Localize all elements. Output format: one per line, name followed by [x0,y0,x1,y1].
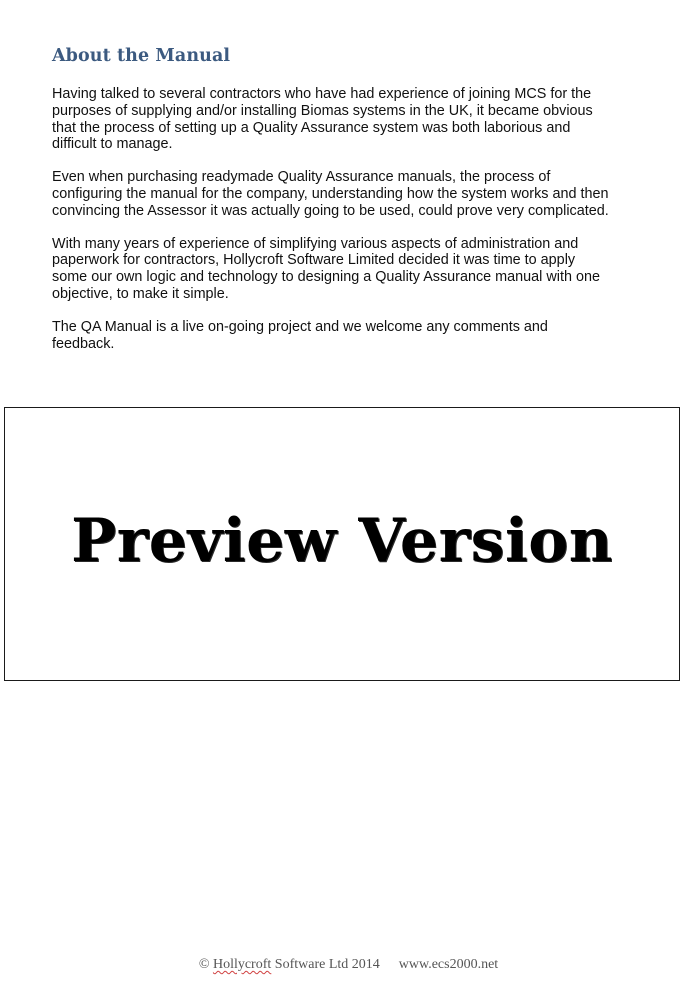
section-title: About the Manual [52,46,231,66]
section-body [52,86,612,368]
paragraph-2: Even when purchasing readymade Quality Assurance manuals, the process of configuring the manual for the company, understanding how the system works and then convincing the Assessor it was actually going to be used, could prove very complicated. [52,169,609,219]
copyright-symbol: © [198,957,210,972]
paragraph-3: With many years of experience of simplifying various aspects of administration and paperwork for contractors, Hollycroft Software Limited decided it was time to apply some our own logic and technology to designing a Quality Assurance manual with one objective, to make it simple. [52,235,600,302]
footer-company-rest: Software Ltd 2014 [274,957,380,972]
footer-company-name: Hollycroft [212,957,272,972]
paragraph-4: The QA Manual is a live on-going project and we welcome any comments and feedback. [52,318,548,352]
paragraph-1: Having talked to several contractors who have had experience of joining MCS for the purposes of supplying and/or installing Biomas systems in the UK, it became obvious that the process of setting up a Quality Assurance system was both laborious and difficult to manage. [52,86,593,153]
page-footer [0,957,697,973]
footer-website: www.ecs2000.net [398,957,499,972]
preview-watermark-box [4,407,680,681]
preview-watermark-text: Preview Version [71,506,613,576]
